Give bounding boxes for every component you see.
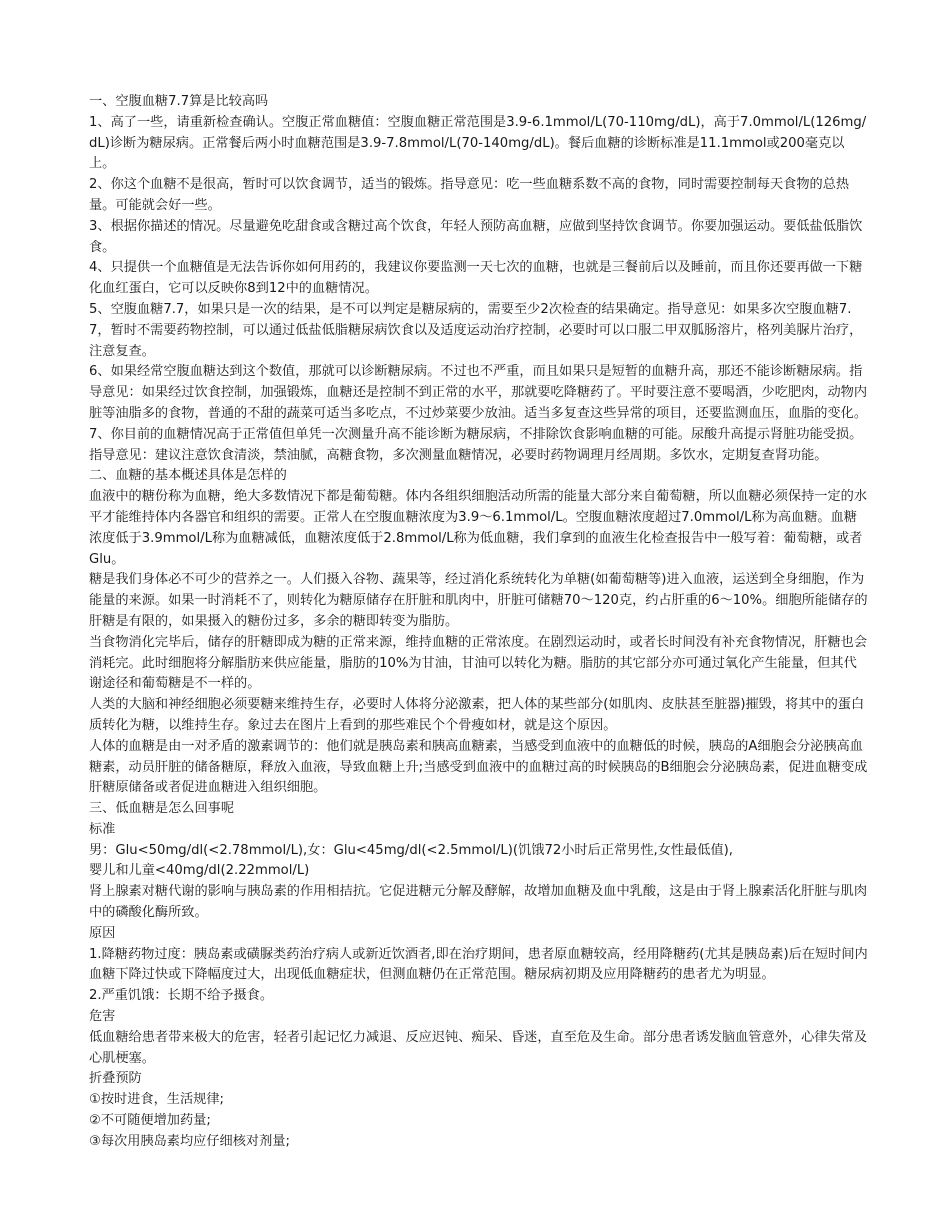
paragraph: 7、你目前的血糖情况高于正常值但单凭一次测量升高不能诊断为糖尿病，不排除饮食影响血糖的可能。尿酸升高提示肾脏功能受损。指导意见：建议注意饮食清淡，禁油腻，高糖食物，多次测量血糖情况，必要时药物调理月经周期。多饮水，定期复查肾功能。 [89,426,863,463]
paragraph: 2.严重饥饿：长期不给予摄食。 [89,988,274,1004]
section-heading-3: 三、低血糖是怎么回事呢 [89,801,235,817]
paragraph: 血液中的糖份称为血糖，绝大多数情况下都是葡萄糖。体内各组织细胞活动所需的能量大部分来自葡萄糖，所以血糖必须保持一定的水平才能维持体内各器官和组织的需要。正常人在空腹血糖浓度为3.9～6.1mmol/L。空腹血糖浓度超过7.0mmol/L称为高血糖。血糖浓度低于3.9mmol/L称为血糖减低，血糖浓度低于2.8mmol/L称为低血糖，我们拿到的血液生化检查报告中一般写着：葡萄糖，或者Glu。 [89,489,868,567]
document-body [89,92,869,1153]
paragraph: 婴儿和儿童<40mg/dl(2.22mmol/L) [89,863,310,879]
paragraph: 1.降糖药物过度：胰岛素或磺脲类药治疗病人或新近饮酒者,即在治疗期间，患者原血糖较高，经用降糖药(尤其是胰岛素)后在短时间内血糖下降过快或下降幅度过大，出现低血糖症状，但测血糖仍在正常范围。糖尿病初期及应用降糖药的患者尤为明显。 [89,946,868,983]
paragraph: 男：Glu<50mg/dl(<2.78mmol/L),女：Glu<45mg/dl(<2.5mmol/L)(饥饿72小时后正常男性,女性最低值), [89,842,733,858]
list-item: ①按时进食，生活规律; [89,1092,224,1108]
paragraph: 1、高了一些，请重新检查确认。空腹正常血糖值：空腹血糖正常范围是3.9-6.1mmol/L(70-110mg/dL)，高于7.0mmol/L(126mg/dL)诊断为糖尿病。正常餐后两小时血糖范围是3.9-7.8mmol/L(70-140mg/dL)。餐后血糖的诊断标准是11.1mmol或200毫克以上。 [89,114,867,172]
subheading-cause: 原因 [89,925,116,941]
list-item: ②不可随便增加药量; [89,1113,211,1129]
paragraph: 人类的大脑和神经细胞必须要糖来维持生存，必要时人体将分泌激素，把人体的某些部分(如肌肉、皮肤甚至脏器)摧毁，将其中的蛋白质转化为糖，以维持生存。象过去在图片上看到的那些难民个个骨瘦如材，就是这个原因。 [89,697,865,733]
paragraph: 2、你这个血糖不是很高，暂时可以饮食调节，适当的锻炼。指导意见：吃一些血糖系数不高的食物，同时需要控制每天食物的总热量。可能就会好一些。 [89,177,850,213]
paragraph: 6、如果经常空腹血糖达到这个数值，那就可以诊断糖尿病。不过也不严重，而且如果只是短暂的血糖升高，那还不能诊断糖尿病。指导意见：如果经过饮食控制，加强锻炼，血糖还是控制不到正常的水平，那就要吃降糖药了。平时要注意不要喝酒，少吃肥肉，动物内脏等油脂多的食物，普通的不甜的蔬菜可适当多吃点，不过炒菜要少放油。适当多复查这些异常的项目，还要监测血压，血脂的变化。 [89,364,868,421]
list-item: ③每次用胰岛素均应仔细核对剂量; [89,1133,290,1149]
section-heading-1: 一、空腹血糖7.7算是比较高吗 [89,94,269,109]
subheading-prevention: 折叠预防 [89,1071,142,1087]
paragraph: 5、空腹血糖7.7，如果只是一次的结果，是不可以判定是糖尿病的，需要至少2次检查的结果确定。指导意见：如果多次空腹血糖7.7，暂时不需要药物控制，可以通过低盐低脂糖尿病饮食以及适度运动治疗控制，必要时可以口服二甲双胍肠溶片，格列美脲片治疗，注意复查。 [89,301,863,359]
paragraph: 糖是我们身体必不可少的营养之一。人们摄入谷物、蔬果等，经过消化系统转化为单糖(如葡萄糖等)进入血液，运送到全身细胞，作为能量的来源。如果一时消耗不了，则转化为糖原储存在肝脏和肌肉中，肝脏可储糖70～120克，约占肝重的6～10%。细胞所能储存的肝糖是有限的，如果摄入的糖份过多，多余的糖即转变为脂肪。 [89,572,868,629]
section-heading-2: 二、血糖的基本概述具体是怎样的 [89,468,287,484]
paragraph: 肾上腺素对糖代谢的影响与胰岛素的作用相拮抗。它促进糖元分解及酵解，故增加血糖及血中乳酸，这是由于肾上腺素活化肝脏与肌肉中的磷酸化酶所致。 [89,884,868,921]
subheading-harm: 危害 [89,1009,116,1025]
paragraph: 3、根据你描述的情况。尽量避免吃甜食或含糖过高个饮食，年轻人预防高血糖，应做到坚持饮食调节。你要加强运动。要低盐低脂饮食。 [89,218,863,255]
paragraph: 人体的血糖是由一对矛盾的激素调节的：他们就是胰岛素和胰高血糖素，当感受到血液中的血糖低的时候，胰岛的A细胞会分泌胰高血糖素，动员肝脏的储备糖原，释放入血液，导致血糖上升;当感受到血液中的血糖过高的时候胰岛的B细胞会分泌胰岛素，促进血糖变成肝糖原储备或者促进血糖进入组织细胞。 [89,738,868,796]
paragraph: 4、只提供一个血糖值是无法告诉你如何用药的，我建议你要监测一天七次的血糖，也就是三餐前后以及睡前，而且你还要再做一下糖化血红蛋白，它可以反映你8到12中的血糖情况。 [89,260,863,297]
paragraph: 低血糖给患者带来极大的危害，轻者引起记忆力减退、反应迟钝、痴呆、昏迷，直至危及生命。部分患者诱发脑血管意外，心律失常及心肌梗塞。 [89,1029,868,1066]
subheading-standard: 标准 [89,821,116,837]
paragraph: 当食物消化完毕后，储存的肝糖即成为糖的正常来源，维持血糖的正常浓度。在剧烈运动时，或者长时间没有补充食物情况，肝糖也会消耗完。此时细胞将分解脂肪来供应能量，脂肪的10%为甘油，甘油可以转化为糖。脂肪的其它部分亦可通过氧化产生能量，但其代谢途径和葡萄糖是不一样的。 [89,634,868,692]
